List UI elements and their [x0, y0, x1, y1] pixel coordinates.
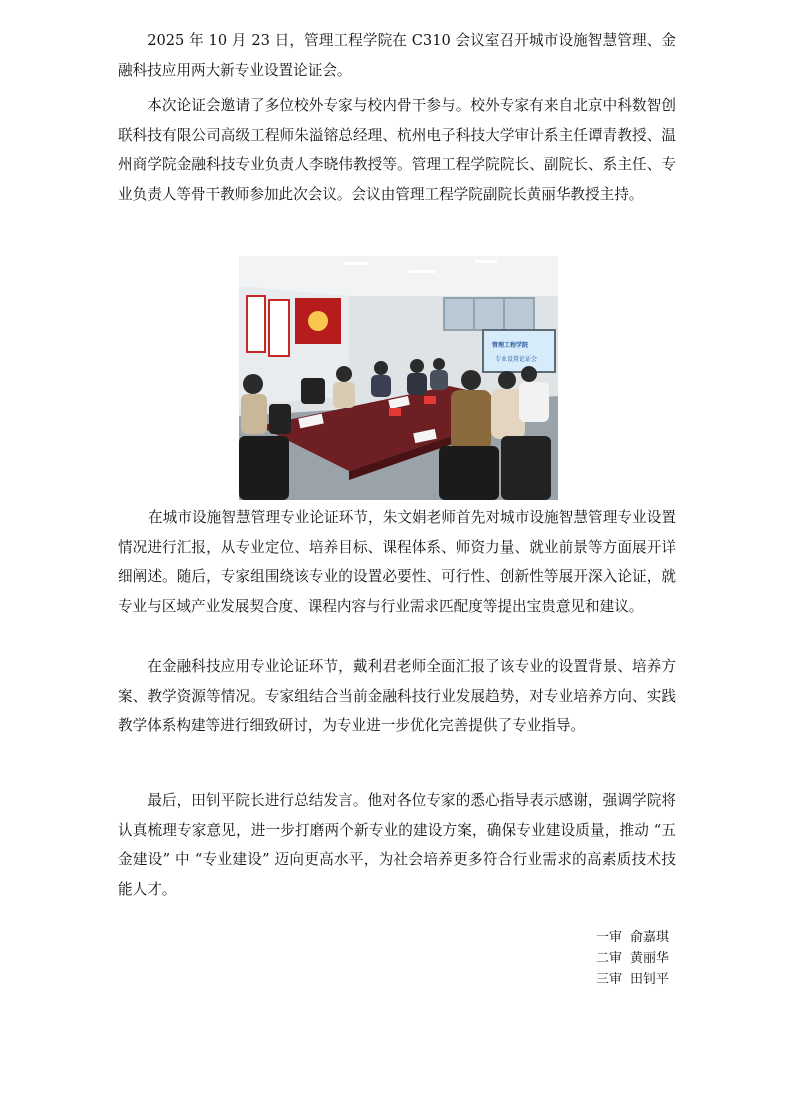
reviewer-row [596, 969, 716, 990]
meeting-photo [239, 256, 558, 500]
reviewer-name: 黄丽华 [630, 951, 670, 966]
reviewer-name: 田钊平 [630, 972, 670, 987]
reviewer-role: 三审 [596, 972, 623, 987]
reviewer-row [596, 927, 716, 948]
paragraph-fintech: 在金融科技应用专业论证环节，戴利君老师全面汇报了该专业的设置背景、培养方案、教学资源等情况。专家组结合当前金融科技行业发展趋势，对专业培养方向、实践教学体系构建等进行细致研讨，为专业进一步优化完善提供了专业指导。 [118, 658, 676, 735]
reviewer-row [596, 948, 716, 969]
reviewer-role: 一审 [596, 930, 623, 945]
paragraph-participants: 本次论证会邀请了多位校外专家与校内骨干参与。校外专家有来自北京中科数智创联科技有限公司高级工程师朱溢镕总经理、杭州电子科技大学审计系主任谭青教授、温州商学院金融科技专业负责人李晓伟教授等。管理工程学院院长、副院长、系主任、专业负责人等骨干教师参加此次会议。会议由管理工程学院副院长黄丽华教授主持。 [118, 97, 676, 203]
paragraph-summary: 最后，田钊平院长进行总结发言。他对各位专家的悉心指导表示感谢，强调学院将认真梳理专家意见，进一步打磨两个新专业的建设方案，确保专业建设质量，推动 “五金建设” 中 “专业建设” 迈向更高水平，为社会培养更多符合行业需求的高素质技术技能人才。 [118, 792, 676, 898]
screen-title: 管理工程学院 [492, 342, 529, 349]
reviewer-name: 俞嘉琪 [630, 930, 670, 945]
paragraph-intro: 2025 年 10 月 23 日，管理工程学院在 C310 会议室召开城市设施智慧管理、金融科技应用两大新专业设置论证会。 [118, 32, 676, 79]
reviewer-list [596, 927, 716, 990]
paragraph-urban-facilities: 在城市设施智慧管理专业论证环节，朱文娟老师首先对城市设施智慧管理专业设置情况进行汇报，从专业定位、培养目标、课程体系、师资力量、就业前景等方面展开详细阐述。随后，专家组围绕该专业的设置必要性、可行性、创新性等展开深入论证，就专业与区域产业发展契合度、课程内容与行业需求匹配度等提出宝贵意见和建议。 [118, 509, 676, 615]
reviewer-role: 二审 [596, 951, 623, 966]
screen-subtitle: 专业设置论证会 [495, 356, 538, 363]
